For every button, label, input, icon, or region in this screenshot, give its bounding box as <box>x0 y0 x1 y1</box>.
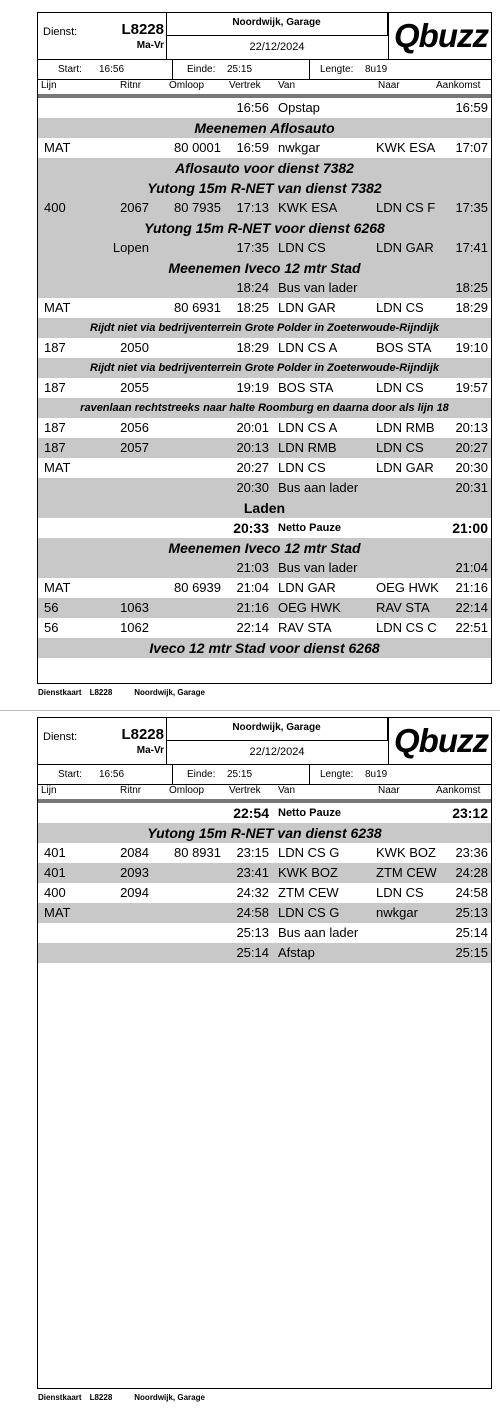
col-vertrek: Vertrek <box>229 785 261 796</box>
from-stop: LDN CS G <box>278 845 340 860</box>
trip-row <box>38 378 491 398</box>
lengte-value: 8u19 <box>365 769 388 780</box>
col-lijn: Lijn <box>41 80 57 91</box>
departure-time: 17:35 <box>236 240 269 255</box>
section-note <box>38 158 491 178</box>
from-stop: Bus van lader <box>278 280 358 295</box>
start-cell <box>38 60 173 79</box>
trip-row <box>38 418 491 438</box>
from-stop: KWK BOZ <box>278 865 338 880</box>
section-note-text: Yutong 15m R-NET van dienst 7382 <box>147 180 382 196</box>
trip-rows <box>38 98 491 658</box>
dienst-days: Ma-Vr <box>136 745 164 756</box>
page-footer <box>38 1393 213 1402</box>
to-stop: LDN RMB <box>376 420 435 435</box>
departure-time: 21:16 <box>236 600 269 615</box>
trip-row <box>38 238 491 258</box>
section-note-text: Iveco 12 mtr Stad voor dienst 6268 <box>149 640 380 656</box>
line-number: 400 <box>44 200 66 215</box>
trip-row <box>38 298 491 318</box>
to-stop: LDN GAR <box>376 240 434 255</box>
einde-label: Einde: <box>187 64 216 75</box>
lengte-label: Lengte: <box>320 64 354 75</box>
col-aankomst: Aankomst <box>436 785 481 796</box>
departure-time: 21:03 <box>236 560 269 575</box>
departure-time: 21:04 <box>236 580 269 595</box>
arrival-time: 22:51 <box>455 620 488 635</box>
from-stop: KWK ESA <box>278 200 338 215</box>
dienstkaart-page-1 <box>0 0 500 710</box>
departure-time: 22:14 <box>236 620 269 635</box>
departure-time: 18:29 <box>236 340 269 355</box>
trip-row <box>38 138 491 158</box>
garage-location: Noordwijk, Garage <box>166 13 388 36</box>
start-label: Start: <box>58 769 82 780</box>
from-stop: LDN GAR <box>278 300 336 315</box>
section-note <box>38 823 491 843</box>
from-stop: BOS STA <box>278 380 334 395</box>
arrival-time: 25:13 <box>455 905 488 920</box>
line-number: MAT <box>44 905 71 920</box>
duty-card <box>37 717 492 1389</box>
lengte-value: 8u19 <box>365 64 388 75</box>
qbuzz-logo: Qbuzz <box>388 718 493 764</box>
section-note <box>38 118 491 138</box>
from-stop: nwkgar <box>278 140 320 155</box>
line-number: 400 <box>44 885 66 900</box>
trip-number: 2050 <box>120 340 149 355</box>
section-note <box>38 318 491 338</box>
section-note <box>38 258 491 278</box>
section-note-text: Meenemen Aflosauto <box>194 120 335 136</box>
line-number: 187 <box>44 340 66 355</box>
arrival-time: 24:28 <box>455 865 488 880</box>
from-stop: Bus aan lader <box>278 925 359 940</box>
section-note-text: ravenlaan rechtstreeks naar halte Roomburg en daarna door als lijn 18 <box>80 402 449 414</box>
from-stop: Opstap <box>278 100 320 115</box>
lengte-cell <box>310 60 493 79</box>
to-stop: ZTM CEW <box>376 865 437 880</box>
arrival-time: 16:59 <box>455 100 488 115</box>
col-naar: Naar <box>378 80 400 91</box>
line-number: MAT <box>44 580 71 595</box>
duty-times <box>38 60 491 80</box>
departure-time: 23:41 <box>236 865 269 880</box>
to-stop: LDN CS <box>376 300 424 315</box>
section-note-text: Yutong 15m R-NET van dienst 6238 <box>147 825 382 841</box>
line-number: 56 <box>44 620 59 635</box>
departure-time: 24:58 <box>236 905 269 920</box>
omloop-number: 80 7935 <box>174 200 221 215</box>
start-label: Start: <box>58 64 82 75</box>
card-header <box>38 13 491 60</box>
departure-time: 23:15 <box>236 845 269 860</box>
section-note-text: Rijdt niet via bedrijventerrein Grote Polder in Zoeterwoude-Rijndijk <box>90 322 439 334</box>
from-stop: Afstap <box>278 945 315 960</box>
garage-location: Noordwijk, Garage <box>166 718 388 741</box>
to-stop: KWK ESA <box>376 140 436 155</box>
omloop-number: 80 6931 <box>174 300 221 315</box>
trip-number: 2084 <box>120 845 149 860</box>
omloop-number: 80 0001 <box>174 140 221 155</box>
arrival-time: 25:14 <box>455 925 488 940</box>
col-aankomst: Aankomst <box>436 80 481 91</box>
to-stop: LDN CS <box>376 885 424 900</box>
trip-number: 2067 <box>120 200 149 215</box>
trip-number: 2057 <box>120 440 149 455</box>
arrival-time: 20:27 <box>455 440 488 455</box>
trip-row <box>38 438 491 458</box>
qbuzz-logo: Qbuzz <box>388 13 493 59</box>
arrival-time: 17:35 <box>455 200 488 215</box>
trip-row <box>38 578 491 598</box>
arrival-time: 20:31 <box>455 480 488 495</box>
arrival-time: 19:10 <box>455 340 488 355</box>
departure-time: 18:25 <box>236 300 269 315</box>
footer-dienst: L8228 <box>89 688 113 697</box>
section-note-text: Yutong 15m R-NET voor dienst 6268 <box>144 220 385 236</box>
arrival-time: 21:00 <box>452 520 488 536</box>
to-stop: BOS STA <box>376 340 432 355</box>
from-stop: Bus van lader <box>278 560 358 575</box>
arrival-time: 23:36 <box>455 845 488 860</box>
dienst-days: Ma-Vr <box>136 40 164 51</box>
trip-row <box>38 943 491 963</box>
trip-row <box>38 923 491 943</box>
col-ritnr: Ritnr <box>120 785 142 796</box>
trip-row <box>38 338 491 358</box>
line-number: 187 <box>44 420 66 435</box>
arrival-time: 22:14 <box>455 600 488 615</box>
start-cell <box>38 765 173 784</box>
trip-number: Lopen <box>112 240 149 255</box>
col-lijn: Lijn <box>41 785 57 796</box>
line-number: 401 <box>44 845 66 860</box>
trip-rows <box>38 803 491 963</box>
dienst-number: L8228 <box>121 726 164 743</box>
footer-location: Noordwijk, Garage <box>134 1393 205 1402</box>
einde-cell <box>173 765 310 784</box>
to-stop: LDN CS <box>376 440 424 455</box>
dienst-number: L8228 <box>121 21 164 38</box>
start-time: 16:56 <box>99 64 125 75</box>
to-stop: OEG HWK <box>376 580 439 595</box>
from-stop: LDN CS <box>278 460 326 475</box>
footer-dienst: L8228 <box>89 1393 113 1402</box>
section-note-text: Aflosauto voor dienst 7382 <box>175 160 354 176</box>
departure-time: 18:24 <box>236 280 269 295</box>
trip-number: 2056 <box>120 420 149 435</box>
omloop-number: 80 8931 <box>174 845 221 860</box>
arrival-time: 17:41 <box>455 240 488 255</box>
trip-row <box>38 843 491 863</box>
to-stop: LDN GAR <box>376 460 434 475</box>
arrival-time: 21:16 <box>455 580 488 595</box>
col-naar: Naar <box>378 785 400 796</box>
section-note <box>38 498 491 518</box>
departure-time: 25:13 <box>236 925 269 940</box>
line-number: 401 <box>44 865 66 880</box>
arrival-time: 21:04 <box>455 560 488 575</box>
arrival-time: 17:07 <box>455 140 488 155</box>
line-number: 187 <box>44 380 66 395</box>
line-number: MAT <box>44 300 71 315</box>
from-stop: LDN GAR <box>278 580 336 595</box>
from-stop: OEG HWK <box>278 600 341 615</box>
departure-time: 17:13 <box>236 200 269 215</box>
footer-label: Dienstkaart <box>38 1393 82 1402</box>
departure-time: 20:13 <box>236 440 269 455</box>
from-stop: RAV STA <box>278 620 332 635</box>
departure-time: 22:54 <box>233 805 269 821</box>
footer-label: Dienstkaart <box>38 688 82 697</box>
arrival-time: 23:12 <box>452 805 488 821</box>
departure-time: 25:14 <box>236 945 269 960</box>
trip-number: 1063 <box>120 600 149 615</box>
trip-number: 2093 <box>120 865 149 880</box>
trip-number: 2055 <box>120 380 149 395</box>
service-date: 22/12/2024 <box>249 41 305 53</box>
trip-number: 2094 <box>120 885 149 900</box>
departure-time: 16:56 <box>236 100 269 115</box>
trip-row <box>38 618 491 638</box>
departure-time: 20:33 <box>233 520 269 536</box>
from-stop: LDN CS A <box>278 340 338 355</box>
footer-location: Noordwijk, Garage <box>134 688 205 697</box>
col-omloop: Omloop <box>169 80 205 91</box>
lengte-label: Lengte: <box>320 769 354 780</box>
column-header <box>38 80 491 98</box>
section-note-text: Meenemen Iveco 12 mtr Stad <box>168 540 361 556</box>
einde-time: 25:15 <box>227 769 253 780</box>
einde-cell <box>173 60 310 79</box>
section-note-text: Meenemen Iveco 12 mtr Stad <box>168 260 361 276</box>
trip-row <box>38 598 491 618</box>
einde-label: Einde: <box>187 769 216 780</box>
from-stop: Netto Pauze <box>278 522 341 534</box>
pause-row <box>38 803 491 823</box>
trip-row <box>38 478 491 498</box>
from-stop: Netto Pauze <box>278 807 341 819</box>
col-ritnr: Ritnr <box>120 80 142 91</box>
to-stop: LDN CS <box>376 380 424 395</box>
section-note <box>38 358 491 378</box>
arrival-time: 19:57 <box>455 380 488 395</box>
omloop-number: 80 6939 <box>174 580 221 595</box>
from-stop: ZTM CEW <box>278 885 339 900</box>
line-number: MAT <box>44 460 71 475</box>
lengte-cell <box>310 765 493 784</box>
departure-time: 20:27 <box>236 460 269 475</box>
from-stop: LDN RMB <box>278 440 337 455</box>
dienst-label: Dienst: <box>43 731 78 743</box>
card-header <box>38 718 491 765</box>
section-note-text: Laden <box>243 500 286 516</box>
col-vertrek: Vertrek <box>229 80 261 91</box>
arrival-time: 18:25 <box>455 280 488 295</box>
from-stop: LDN CS G <box>278 905 340 920</box>
section-note <box>38 638 491 658</box>
trip-row <box>38 883 491 903</box>
from-stop: LDN CS <box>278 240 326 255</box>
section-note <box>38 398 491 418</box>
departure-time: 24:32 <box>236 885 269 900</box>
to-stop: KWK BOZ <box>376 845 436 860</box>
to-stop: RAV STA <box>376 600 430 615</box>
arrival-time: 20:30 <box>455 460 488 475</box>
line-number: 56 <box>44 600 59 615</box>
trip-row <box>38 903 491 923</box>
from-stop: Bus aan lader <box>278 480 359 495</box>
departure-time: 16:59 <box>236 140 269 155</box>
trip-row <box>38 278 491 298</box>
start-time: 16:56 <box>99 769 125 780</box>
to-stop: LDN CS C <box>376 620 437 635</box>
duty-card <box>37 12 492 684</box>
departure-time: 20:30 <box>236 480 269 495</box>
arrival-time: 20:13 <box>455 420 488 435</box>
departure-time: 20:01 <box>236 420 269 435</box>
trip-number: 1062 <box>120 620 149 635</box>
col-van: Van <box>278 80 296 91</box>
to-stop: nwkgar <box>376 905 418 920</box>
from-stop: LDN CS A <box>278 420 338 435</box>
arrival-time: 18:29 <box>455 300 488 315</box>
section-note <box>38 178 491 198</box>
col-omloop: Omloop <box>169 785 205 796</box>
duty-times <box>38 765 491 785</box>
section-note <box>38 538 491 558</box>
page-footer <box>38 688 213 697</box>
arrival-time: 25:15 <box>455 945 488 960</box>
einde-time: 25:15 <box>227 64 253 75</box>
column-header <box>38 785 491 803</box>
service-date: 22/12/2024 <box>249 746 305 758</box>
dienstkaart-page-2 <box>0 705 500 1415</box>
pause-row <box>38 518 491 538</box>
line-number: MAT <box>44 140 71 155</box>
line-number: 187 <box>44 440 66 455</box>
section-note <box>38 218 491 238</box>
col-van: Van <box>278 785 296 796</box>
section-note-text: Rijdt niet via bedrijventerrein Grote Polder in Zoeterwoude-Rijndijk <box>90 362 439 374</box>
departure-time: 19:19 <box>236 380 269 395</box>
to-stop: LDN CS F <box>376 200 436 215</box>
trip-row <box>38 98 491 118</box>
trip-row <box>38 198 491 218</box>
trip-row <box>38 558 491 578</box>
arrival-time: 24:58 <box>455 885 488 900</box>
trip-row <box>38 458 491 478</box>
trip-row <box>38 863 491 883</box>
dienst-label: Dienst: <box>43 26 78 38</box>
